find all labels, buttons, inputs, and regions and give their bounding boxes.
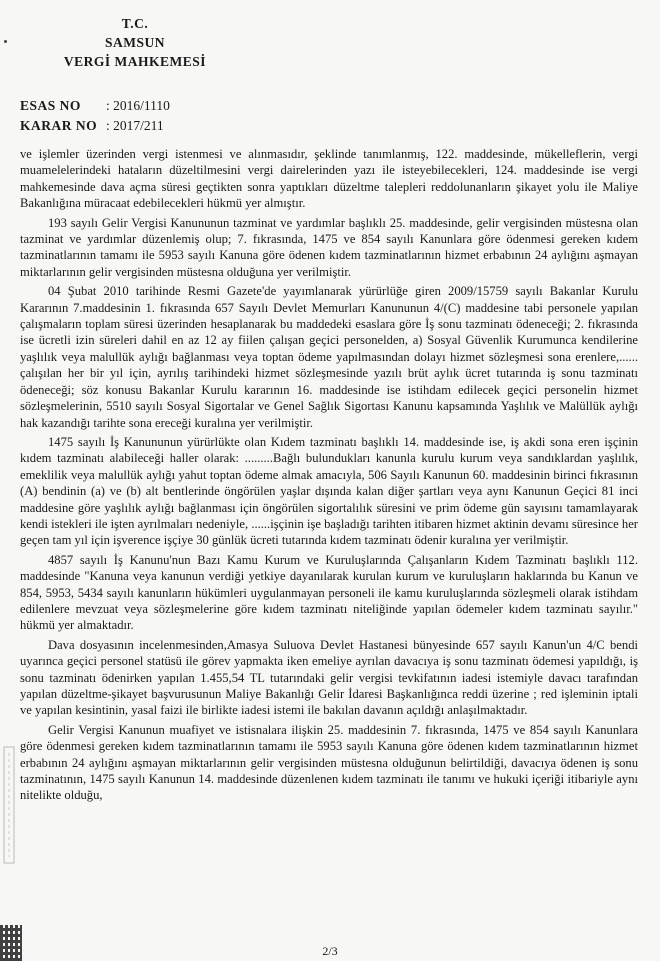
- paragraph-4: 1475 sayılı İş Kanununun yürürlükte olan Kıdem tazminatı başlıklı 14. maddesinde ise, iş akdi sona eren işçinin kıdem tazminatı alabileceği haller olarak: .........Bağlı bulundukları kanunla kurulu kurum veya sandıklardan yaşlılık, emeklilik veya malullük aylığı yahut toptan ödeme almak amacıyla, 506 Sayılı Kanunun 60. maddesinin birinci fıkrasının (A) bendinin (a) ve (b) alt bentlerinde öngörülen yaşlar dışında kalan diğer şartları veya aynı Kanunun Geçici 81 inci maddesine göre yaşlılık aylığı bağlanması için öngörülen sigortalılık süresini ve prim ödeme gün sayısını tamamlayarak kendi istekleri ile işten ayrılmaları nedeniyle, ......işçinin işe başladığı tarihten itibaren hizmet aktinin devamı süresince her geçen tam yıl için işverence işçiye 30 günlük ücreti tutarında kıdem tazminatı ödenir kuralına yer verilmiştir.: [20, 434, 638, 548]
- header-line-1: T.C.: [121, 16, 149, 31]
- paragraph-1: ve işlemler üzerinden vergi istenmesi ve alınmasıdır, şeklinde tanımlanmış, 122. maddesinde, mükelleflerin, vergi muamelelerindeki hataların düzeltilmesini vergi dairelerinden yazı ile isteyebilecekleri, 124. maddesinde ise vergi mahkemesinde dava açma süresi geçtikten sonra yaptıkları düzeltme talepleri reddolunanların şikayet yolu ile Maliye Bakanlığına müracaat edebilecekleri hükmü yer almıştır.: [20, 147, 638, 211]
- page-number: 2/3: [322, 944, 338, 958]
- paragraph-7: Gelir Vergisi Kanunun muafiyet ve istisnalara ilişkin 25. maddesinin 7. fıkrasında, 1475 ve 854 sayılı Kanunlara göre ödenmesi gereken kıdem tazminatlarının tamamı ile 5953 sayılı Kanuna göre ödenen kıdem tazminatlarının hizmet erbabının 24 aylığını aşmayan miktarlarının gelir vergisinden müstesna olduğunun belirtildiği, davacıya ödenen iş sonu tazminatının, 1475 sayılı Kanunun 14. maddesinde düzenlenen kıdem tazminatı ile tanımı ve hukuki içeriği itibariyle aynı nitelikte olduğu,: [20, 722, 638, 803]
- header-line-2: SAMSUN: [104, 35, 165, 50]
- karar-label: KARAR NO: [20, 118, 98, 133]
- esas-label: ESAS NO: [20, 98, 81, 113]
- karar-value: : 2017/211: [106, 118, 164, 133]
- scan-speck: [4, 40, 7, 43]
- esas-row: [20, 96, 170, 116]
- paragraph-6: Dava dosyasının incelenmesinden,Amasya Suluova Devlet Hastanesi bünyesinde 657 sayılı Kanun'un 4/C bendi uyarınca geçici personel statüsü ile görev yapmakta iken emeliye ayrılan davacıya iş sonu tazminatı ödemesi yapıldığı, iş sonu tazminatı ödenirken yapılan 1.455,54 TL tutarındaki gelir vergisi tevkifatının iadesi istemiyle davacı tarafından yapılan düzeltme-şikayet başvurusunun Maliye Bakanlığı Gelir İdaresi Başkanlığınca reddi üzerine ; red işleminin iptali ve yapılan kesintinin, yasal faizi ile birlikte iadesi istemi ile bakılan davanın açıldığı anlaşılmaktadır.: [20, 637, 638, 718]
- paragraph-3: 04 Şubat 2010 tarihinde Resmi Gazete'de yayımlanarak yürürlüğe giren 2009/15759 sayılı Bakanlar Kurulu Kararının 7.maddesinin 1. fıkrasında 657 Sayılı Devlet Memurları Kanununun 4/(C) maddesine tabi personele yapılan çalışmaların toplam süresi üzerinden hesaplanarak bu maddedeki esaslara göre İş sonu tazminatı ödeneceği; 2. fıkrasında ise ücretli izin süreleri dahil en az 12 ay fiilen çalışan geçici personelden, a) Sosyal Güvenlik Kurumunca kendilerine yaşlılık veya malullük aylığı bağlanması veya toptan ödeme yapılmasından dolayı hizmet sözleşmesi sona erenlere,...... çalışılan her bir yıl için, ayrılış tarihindeki hizmet sözleşmesinde yazılı brüt aylık ücret tutarında iş sonu tazminatı ödeneceği; söz konusu Bakanlar Kurulu kararının 16. maddesinde ise istihdam edilecek geçici personelin hizmet sözleşmelerinin, 5510 sayılı Sosyal Sigortalar ve Genel Sağlık Sigortası Kanunu kapsamında Yaşlılık ve Malüllük aylığı hak kazandığı tarihte sona ereceği kuralına yer verilmiştir.: [20, 284, 638, 430]
- side-stamp-icon: [2, 745, 16, 865]
- karar-row: [20, 116, 170, 136]
- case-meta: [20, 96, 170, 136]
- paragraph-5: 4857 sayılı İş Kanunu'nun Bazı Kamu Kurum ve Kuruluşlarında Çalışanların Kıdem Tazminatı başlıklı 112. maddesinde "Kanuna veya kanunun verdiği yetkiye dayanılarak kurulan kurum ve kuruluşların haklarında bu Kanun ve 854, 5953, 5434 sayılı kanunların hükümleri uygulanmayan personeli ile kamu kuruluşlarında sözleşmeli olarak istihdam edilenlere mevzuat veya sözleşmelerine göre kıdem tazminatı niteliğinde yapılan ödemeler kıdem tazminatı sayılır." hükmü yer almaktadır.: [20, 552, 638, 633]
- header-line-3: VERGİ MAHKEMESİ: [63, 54, 207, 69]
- esas-value: : 2016/1110: [106, 98, 170, 113]
- paragraph-2: 193 sayılı Gelir Vergisi Kanununun tazminat ve yardımlar başlıklı 25. maddesinde, gelir vergisinden müstesna olan tazminat ve yardımlar düzenlemiş olup; 7. fıkrasında, 1475 ve 854 sayılı Kanunlara göre ödenmesi gereken kıdem tazminatlarının tamamı ile 5953 sayılı Kanuna göre ödenen kıdem tazminatlarının hizmet erbabının 24 aylığını aşmayan miktarlarının gelir vergisinden müstesna olduğuna yer verilmiştir.: [20, 215, 638, 279]
- document-body: [20, 146, 638, 807]
- court-header: [40, 14, 230, 71]
